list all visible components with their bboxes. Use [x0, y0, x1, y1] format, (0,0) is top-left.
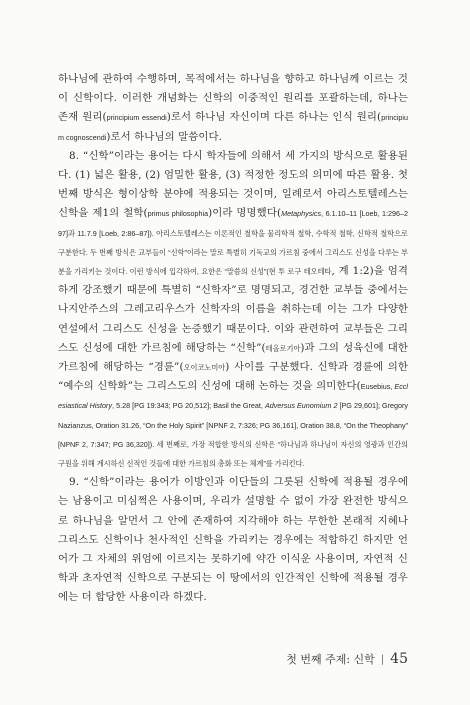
text-run: 하나님에 관하여 수행하며, 목적에서는 하나님을 향하고 하나님께 이르는 것이 신학이다. 이러한 개념화는 신학의 이중적인 원리를 포괄하는데, 하나는 존재 원리( [58, 73, 408, 124]
page-body [58, 70, 408, 608]
latin-term: principium essendi [106, 113, 167, 123]
paragraph-8 [58, 147, 408, 473]
citation: [PG 29,601]; Gregory Nazianzus, Oration 31.26, “On the Holy Spirit” [NPNF 2, 7:326; PG 36,161], Oration 38.8, “On the Theophany” [NPNF 2, 7:347; PG 36,320]). 세 번째로, 가장 적합한 방식의 신학은 “하나님과 하나님이 자신의 영광과 인간의 구원을 위해 계시하신 신적인 것들에 대한 가르침의 총화 또는 체계”를 가리킨다. [58, 401, 408, 469]
latin-term: principium cognoscendi [58, 113, 408, 142]
text-run: )로서 하나님의 말씀이다. [106, 130, 223, 143]
text-run: )과 그의 성육신에 대한 가르침에 해당하는 “경륜”( [58, 341, 408, 374]
footer-separator: | [380, 653, 385, 665]
text-run: 8. “신학”이라는 용어는 다시 학자들에 의해서 세 가지의 방식으로 활용된다. (1) 넓은 활용, (2) 엄밀한 활용, (3) 적정한 정도의 의미에 따른 활용. 첫 번째 방식은 형이상학 분야에 적용되는 것이며, 일례로서 아리스토텔레스는 신학을 제1의 철학( [58, 149, 408, 220]
text-run: , 계 1:2)을 엄격하게 강조했기 때문에 특별히 “신학자”로 명명되고, 경건한 교부들 중에서는 나지안주스의 그레고리우스가 신학자의 이름을 취하는데 이는 그가 다양한 연설에서 그리스도 신성을 논증했기 때문이다. 이와 관련하여 교부들은 그리스도 신성에 대한 가르침에 해당하는 “신학”( [58, 265, 408, 354]
running-title: 첫 번째 주제: 신학 [286, 653, 375, 666]
transliteration: 오이코노미아 [183, 363, 226, 373]
text-run: )이라 명명했다( [208, 207, 282, 220]
citation: , 6.1.10–11 [Loeb, 1:296–297]과 11.7.9 [Loeb, 2:86–87]). 아리스토텔레스는 이론적인 철학을 물리학적 철학, 수학적 철학, 신학적 철학으로 구분한다. 두 번째 방식은 교부들이 “신학”이라는 말로 특별히 기독교의 가르침 중에서 그리스도 신성을 다루는 부분을 가리키는 것이다. 이런 방식에 입각하여, 요한은 “말씀의 신성”( [58, 209, 408, 277]
paragraph-1 [58, 70, 408, 147]
citation-title: Adversus Eunomium 2 [264, 401, 338, 411]
transliteration: 테올로기아 [265, 343, 301, 353]
transliteration: 현 투 로구 테오테타 [268, 267, 332, 277]
latin-term: primus philosophia [147, 209, 209, 219]
page-footer [286, 651, 408, 667]
citation-title: Ecclesiastical History [58, 382, 408, 411]
page-number: 45 [390, 651, 408, 667]
text-run: )로서 하나님 자신이며 다른 하나는 인식 원리( [166, 111, 382, 124]
citation-title: Metaphysics [281, 209, 322, 219]
text-run: ) 사이를 구분했다. 신학과 경륜에 의한 “예수의 신학화”는 그리스도의 신성에 대해 논하는 것을 의미한다( [58, 361, 408, 393]
paragraph-9: 9. “신학”이라는 용어가 이방인과 이단들의 그릇된 신학에 적용될 경우에는 남용이고 미심쩍은 사용이며, 우리가 설명할 수 없이 가장 완전한 방식으로 하나님을 알먼서 그 안에 존재하여 지각해야 하는 무한한 본래적 지혜나 그리스도 신학이나 천사적인 신학을 가리키는 경우에는 적합하긴 하지만 언어가 그 자체의 위엄에 이르지는 못하기에 약간 이식운 사용이며, 자연적 신학과 초자연적 신학으로 구분되는 이 땅에서의 인간적인 신학에 적용될 경우에는 더 합당한 사용이라 하겠다. [58, 476, 408, 604]
citation: Eusebius, [360, 382, 395, 392]
citation: , 5.28 [PG 19:343; PG 20,512]; Basil the Great, [112, 401, 265, 411]
